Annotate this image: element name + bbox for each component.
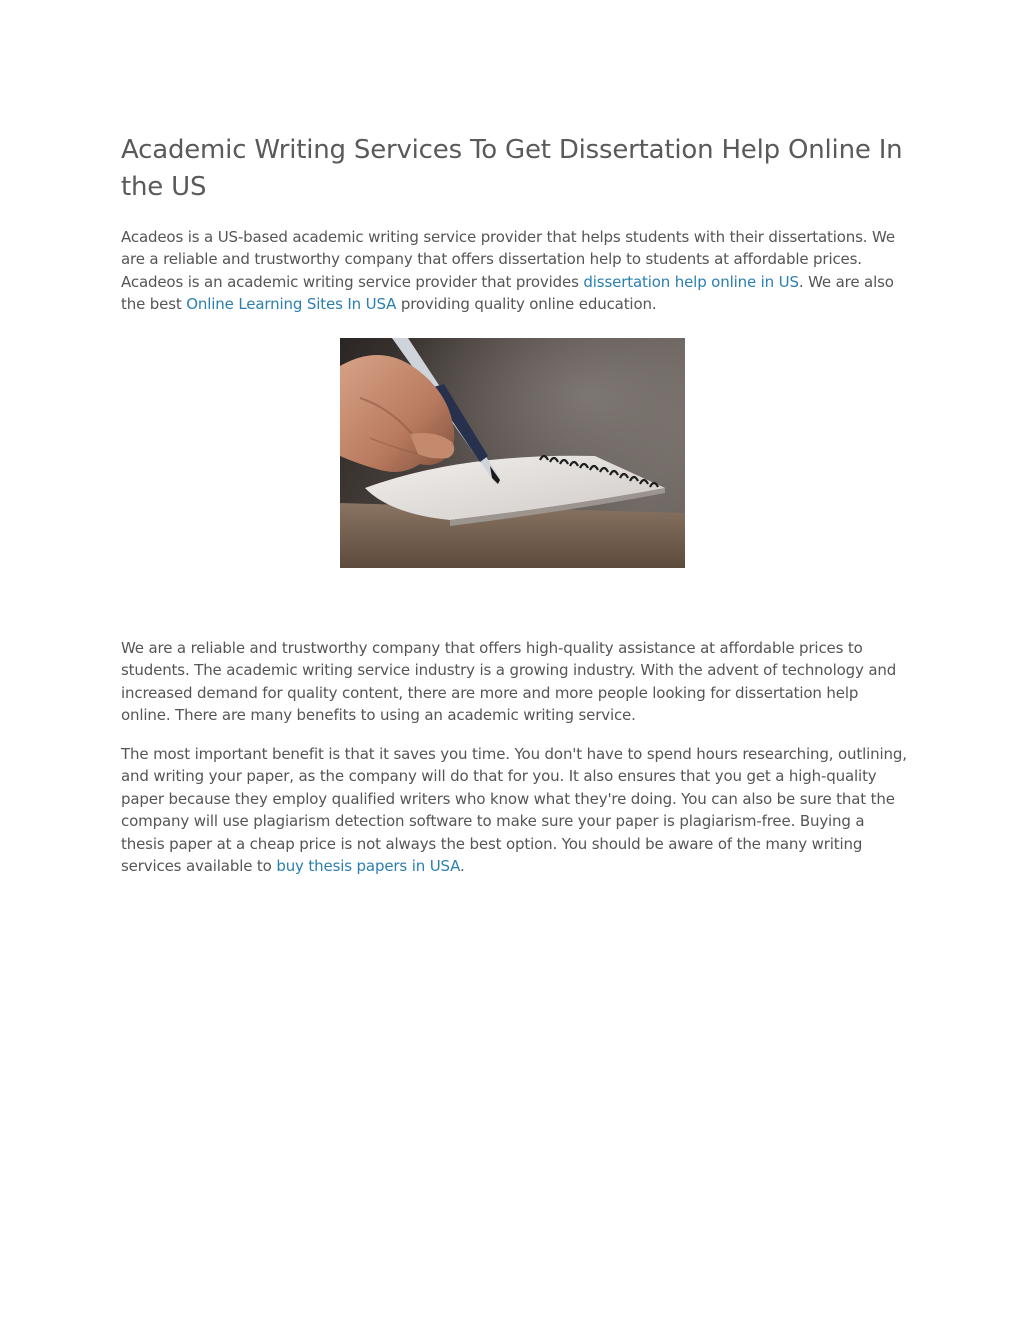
buy-thesis-papers-link[interactable]: buy thesis papers in USA <box>276 857 461 876</box>
intro-paragraph <box>121 226 907 316</box>
dissertation-help-link[interactable]: dissertation help online in US <box>583 272 799 291</box>
intro-text-3: providing quality online education. <box>396 295 657 314</box>
intro-text-2: . We are also the best <box>121 272 894 314</box>
body-paragraph-2 <box>121 743 907 877</box>
hand-writing-in-notebook-photo <box>340 338 685 568</box>
body2-text-1: The most important benefit is that it saves you time. You don't have to spend hours researching, outlining, and writing your paper, as the company will do that for you. It also ensures that you get a high-quality paper because they employ qualified writers who know what they're doing. You can also be sure that the company will use plagiarism detection software to make sure your paper is plagiarism-free. Buying a thesis paper at a cheap price is not always the best option. You should be aware of the many writing services available to <box>121 745 907 876</box>
intro-text-1: Acadeos is a US-based academic writing service provider that helps students with their dissertations. We are a reliable and trustworthy company that offers dissertation help to students at affordable prices. Acadeos is an academic writing service provider that provides <box>121 228 895 291</box>
body-paragraph-1: We are a reliable and trustworthy company that offers high-quality assistance at affordable prices to students. The academic writing service industry is a growing industry. With the advent of technology and increased demand for quality content, there are more and more people looking for dissertation help online. There are many benefits to using an academic writing service. <box>121 639 897 725</box>
body2-text-2: . <box>460 857 465 876</box>
online-learning-sites-link[interactable]: Online Learning Sites In USA <box>186 295 397 314</box>
page-title: Academic Writing Services To Get Dissertation Help Online In the US <box>121 135 903 202</box>
